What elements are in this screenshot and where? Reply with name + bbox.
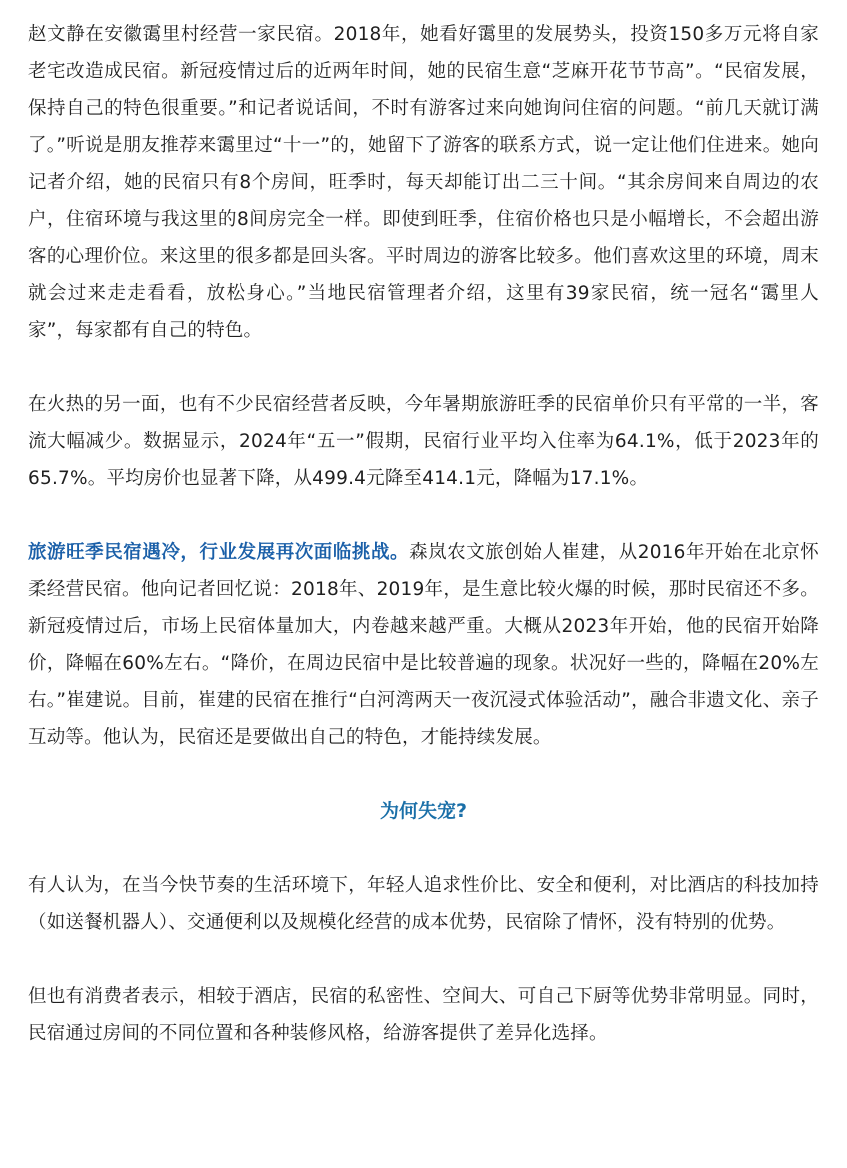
paragraph-text: 赵文静在安徽霭里村经营一家民宿。2018年，她看好霭里的发展势头，投资150多万元将自家老宅改造成民宿。新冠疫情过后的近两年时间，她的民宿生意“芝麻开花节节高”。“民宿发展，保持自己的特色很重要。”和记者说话间，不时有游客过来向她询问住宿的问题。“前几天就订满了。”听说是朋友推荐来霭里过“十一”的，她留下了游客的联系方式，说一定让他们住进来。她向记者介绍，她的民宿只有8个房间，旺季时，每天却能订出二三十间。“其余房间来自周边的农户，住宿环境与我这里的8间房完全一样。即使到旺季，住宿价格也只是小幅增长，不会超出游客的心理价位。来这里的很多都是回头客。平时周边的游客比较多。他们喜欢这里的环境，周末就会过来走走看看，放松身心。”当地民宿管理者介绍，这里有39家民宿，统一冠名“霭里人家”，每家都有自己的特色。 (28, 24, 819, 341)
paragraph-occupancy-data (28, 386, 819, 497)
paragraph-lead-sentence: 旅游旺季民宿遇冷，行业发展再次面临挑战。 (28, 542, 410, 563)
paragraph-text: 在火热的另一面，也有不少民宿经营者反映，今年暑期旅游旺季的民宿单价只有平常的一半，客流大幅减少。数据显示，2024年“五一”假期，民宿行业平均入住率为64.1%，低于2023年的65.7%。平均房价也显著下降，从499.4元降至414.1元，降幅为17.1%。 (28, 394, 819, 489)
paragraph-consumer-view (28, 978, 819, 1052)
paragraph-text: 有人认为，在当今快节奏的生活环境下，年轻人追求性价比、安全和便利，对比酒店的科技加持（如送餐机器人）、交通便利以及规模化经营的成本优势，民宿除了情怀，没有特别的优势。 (28, 875, 819, 933)
section-heading: 为何失宠? (379, 800, 468, 822)
paragraph-young-people-view (28, 867, 819, 941)
paragraph-text: 但也有消费者表示，相较于酒店，民宿的私密性、空间大、可自己下厨等优势非常明显。同时，民宿通过房间的不同位置和各种装修风格，给游客提供了差异化选择。 (28, 986, 819, 1044)
paragraph-cui-jian (28, 534, 819, 756)
paragraph-homestay-zhao (28, 16, 819, 349)
paragraph-text: 森岚农文旅创始人崔建，从2016年开始在北京怀柔经营民宿。他向记者回忆说：2018年、2019年，是生意比较火爆的时候，那时民宿还不多。新冠疫情过后，市场上民宿体量加大，内卷越来越严重。大概从2023年开始，他的民宿开始降价，降幅在60%左右。“降价，在周边民宿中是比较普遍的现象。状况好一些的，降幅在20%左右。”崔建说。目前，崔建的民宿在推行“白河湾两天一夜沉浸式体验活动”，融合非遗文化、亲子互动等。他认为，民宿还是要做出自己的特色，才能持续发展。 (28, 542, 819, 748)
